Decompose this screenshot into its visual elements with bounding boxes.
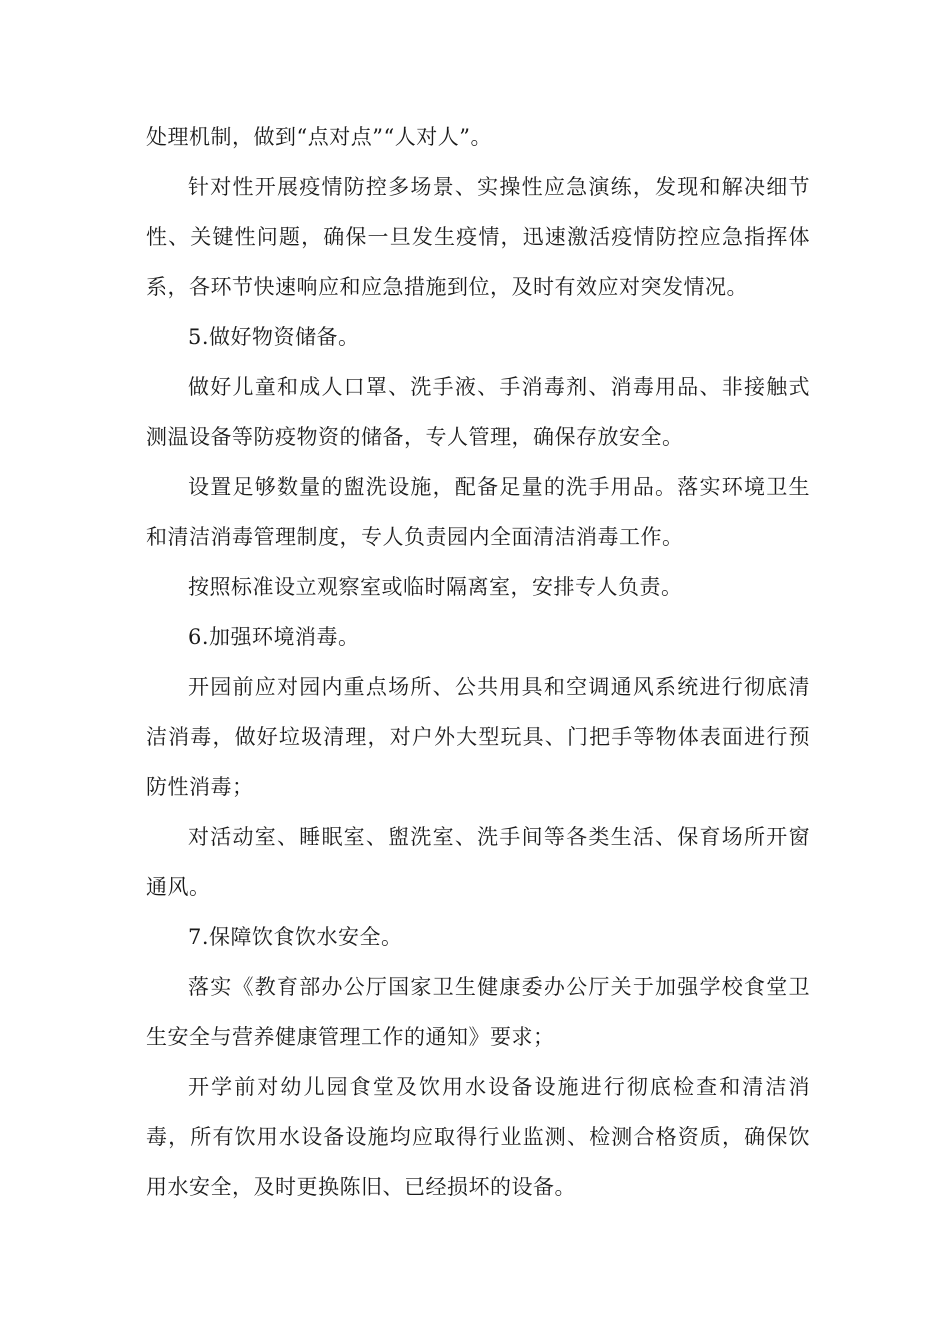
paragraph-supplies: 做好儿童和成人口罩、洗手液、手消毒剂、消毒用品、非接触式测温设备等防疫物资的储备，专人管理，确保存放安全。 [146, 375, 810, 449]
paragraph-notice-requirement: 落实《教育部办公厅国家卫生健康委办公厅关于加强学校食堂卫生安全与营养健康管理工作的通知》要求； [146, 975, 810, 1049]
section-heading-7: 7.保障饮食饮水安全。 [188, 925, 403, 949]
document-body [146, 112, 810, 1212]
paragraph-drill: 针对性开展疫情防控多场景、实操性应急演练，发现和解决细节性、关键性问题，确保一旦发生疫情，迅速激活疫情防控应急指挥体系，各环节快速响应和应急措施到位，及时有效应对突发情况。 [146, 175, 810, 299]
paragraph-water-safety: 开学前对幼儿园食堂及饮用水设备设施进行彻底检查和清洁消毒，所有饮用水设备设施均应取得行业监测、检测合格资质，确保饮用水安全，及时更换陈旧、已经损坏的设备。 [146, 1075, 810, 1199]
paragraph-continuation: 处理机制，做到“点对点”“人对人”。 [146, 125, 492, 149]
paragraph-isolation-room: 按照标准设立观察室或临时隔离室，安排专人负责。 [188, 575, 683, 599]
section-heading-6: 6.加强环境消毒。 [188, 625, 360, 649]
section-heading-5: 5.做好物资储备。 [188, 325, 360, 349]
paragraph-disinfection: 开园前应对园内重点场所、公共用具和空调通风系统进行彻底清洁消毒，做好垃圾清理，对户外大型玩具、门把手等物体表面进行预防性消毒； [146, 675, 810, 799]
paragraph-washing-facilities: 设置足够数量的盥洗设施，配备足量的洗手用品。落实环境卫生和清洁消毒管理制度，专人负责园内全面清洁消毒工作。 [146, 475, 810, 549]
paragraph-ventilation: 对活动室、睡眠室、盥洗室、洗手间等各类生活、保育场所开窗通风。 [146, 825, 810, 899]
